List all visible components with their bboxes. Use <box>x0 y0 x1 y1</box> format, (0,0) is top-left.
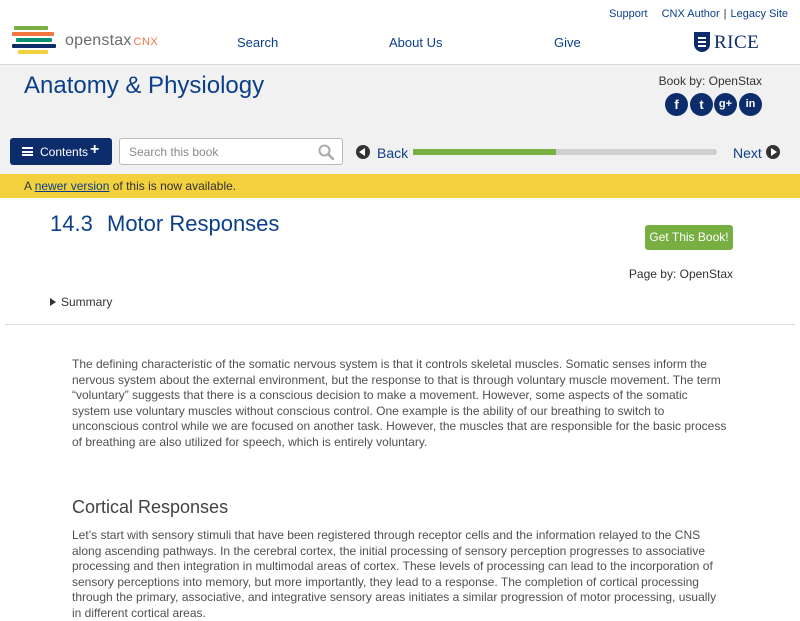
book-title[interactable]: Anatomy & Physiology <box>24 72 265 99</box>
twitter-icon[interactable]: t <box>690 93 713 116</box>
list-icon <box>22 147 33 156</box>
rice-logo[interactable]: RICE <box>694 32 752 54</box>
contents-button[interactable] <box>10 138 112 165</box>
nav-about-link[interactable]: About Us <box>389 35 443 50</box>
brand-wordmark[interactable]: openstax CNX <box>65 32 159 49</box>
progress-fill <box>413 149 556 155</box>
nav-search-link[interactable]: Search <box>237 35 279 50</box>
support-link[interactable]: Support <box>609 8 648 20</box>
search-icon[interactable] <box>318 144 334 160</box>
utility-links: Support CNX Author | Legacy Site <box>609 8 788 20</box>
body-paragraph: Let’s start with sensory stimuli that have been registered through receptor cells and the information relayed to the CNS along ascending pathways. In the cerebral cortex, the initial processing of sensory perception progresses to associative processing and then integration in multimodal areas of cortex. These levels of processing can lead to the incorporation of sensory perceptions into memory, but more importantly, they lead to a response. The completion of cortical processing through the primary, associative, and integrative sensory areas initiates a similar progression of motor processing, usually in different cortical areas. <box>72 528 717 620</box>
back-button[interactable]: Back <box>377 145 409 161</box>
body-paragraph: The defining characteristic of the somatic nervous system is that it controls skeletal muscles. Somatic senses inform the nervous system about the external environment, but the response to that is through voluntary muscle movement. The term “voluntary” suggests that there is a conscious decision to make a movement. However, some aspects of the somatic system use voluntary muscles without conscious control. One example is the ability of our breathing to switch to unconscious control while we are focused on another task. However, the muscles that are responsible for the basic process of breathing are also utilized for speech, which is entirely voluntary. <box>72 357 727 449</box>
facebook-icon[interactable]: f <box>665 93 688 116</box>
contents-label: Contents <box>40 145 89 159</box>
openstax-logo-icon[interactable] <box>12 26 58 54</box>
book-progress-bar <box>413 149 717 155</box>
book-search-box[interactable] <box>119 138 343 165</box>
page-author: Page by: OpenStax <box>628 267 733 281</box>
legacy-site-link[interactable]: Legacy Site <box>730 8 788 20</box>
back-arrow-icon[interactable] <box>356 145 370 159</box>
book-author: Book by: OpenStax <box>658 74 762 88</box>
caret-right-icon <box>50 298 56 306</box>
newer-version-link[interactable]: newer version <box>34 179 110 193</box>
section-subheading: Cortical Responses <box>72 497 229 517</box>
page-title: Motor Responses <box>107 211 280 236</box>
summary-toggle[interactable]: Summary <box>50 295 112 309</box>
cnx-author-link[interactable]: CNX Author <box>661 8 720 20</box>
linkedin-icon[interactable]: in <box>739 93 762 116</box>
newer-version-notice: A newer version of this is now available. <box>0 174 800 198</box>
plus-icon: + <box>90 141 100 158</box>
nav-give-link[interactable]: Give <box>554 35 581 50</box>
book-search-input[interactable] <box>129 144 309 160</box>
google-plus-icon[interactable]: g+ <box>714 93 737 116</box>
rice-shield-icon <box>694 32 710 52</box>
site-header <box>0 0 800 64</box>
divider <box>5 324 795 325</box>
next-arrow-icon[interactable] <box>766 145 780 159</box>
get-this-book-button[interactable]: Get This Book! <box>645 225 733 250</box>
book-header <box>0 64 800 174</box>
section-number: 14.3 <box>50 211 93 236</box>
next-button[interactable]: Next <box>733 145 762 161</box>
